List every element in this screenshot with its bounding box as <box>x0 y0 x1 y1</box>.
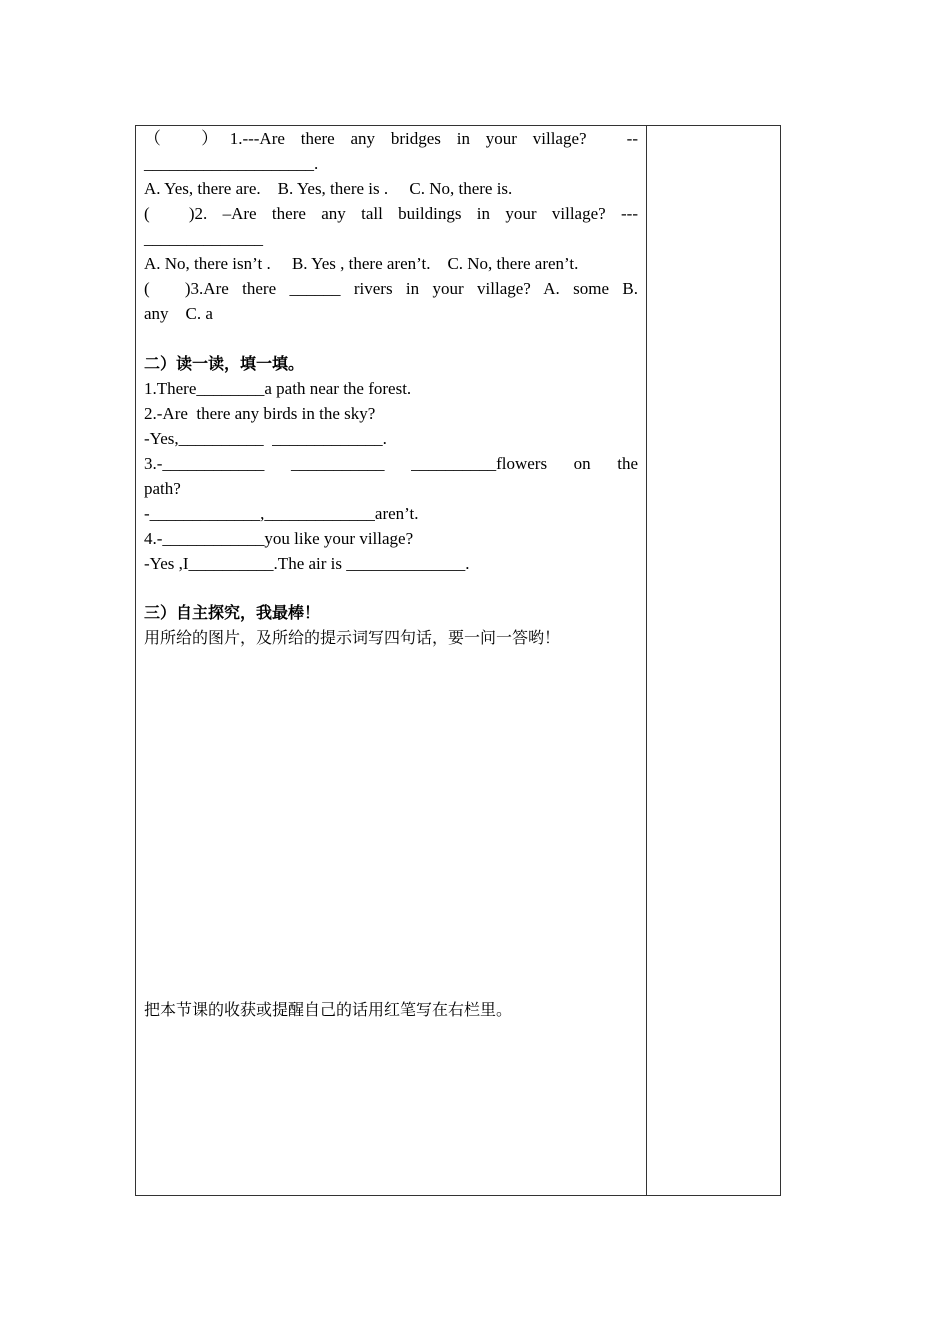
section-2-heading: 二）读一读，填一填。 <box>144 354 305 373</box>
fill-line-5: path? <box>144 479 181 498</box>
question-3-options: any C. a <box>144 304 213 323</box>
fill-line-3: -Yes,__________ _____________. <box>144 429 387 448</box>
fill-line-8: -Yes ,I__________.The air is ______________. <box>144 554 470 573</box>
fill-line-1: 1.There________a path near the forest. <box>144 379 412 398</box>
worksheet-table <box>135 125 781 1196</box>
section-3-heading: 三）自主探究，我最棒！ <box>144 603 321 622</box>
fill-line-6: -_____________,_____________aren’t. <box>144 504 419 523</box>
reflection-note: 把本节课的收获或提醒自己的话用红笔写在右栏里。 <box>144 1000 513 1019</box>
question-2-options: A. No, there isn’t . B. Yes , there aren’t. C. No, there aren’t. <box>144 254 579 273</box>
question-2-answer-blank: ______________ <box>144 229 263 248</box>
question-3-stem: ( )3.Are there ______ rivers in your village? A. some B. <box>144 279 638 298</box>
fill-line-4: 3.-____________ ___________ __________flowers on the <box>144 454 638 473</box>
section-3-instruction: 用所给的图片，及所给的提示词写四句话，要一问一答哟！ <box>144 628 561 647</box>
notes-column <box>647 126 780 1195</box>
question-1-answer-blank: ____________________. <box>144 154 319 173</box>
fill-line-7: 4.-____________you like your village? <box>144 529 414 548</box>
question-2-stem: ( )2. –Are there any tall buildings in your village? --- <box>144 204 638 223</box>
question-1-stem: （ ）1.---Are there any bridges in your village? -- <box>144 129 638 148</box>
question-1-options: A. Yes, there are. B. Yes, there is . C. No, there is. <box>144 179 513 198</box>
fill-line-2: 2.-Are there any birds in the sky? <box>144 404 376 423</box>
